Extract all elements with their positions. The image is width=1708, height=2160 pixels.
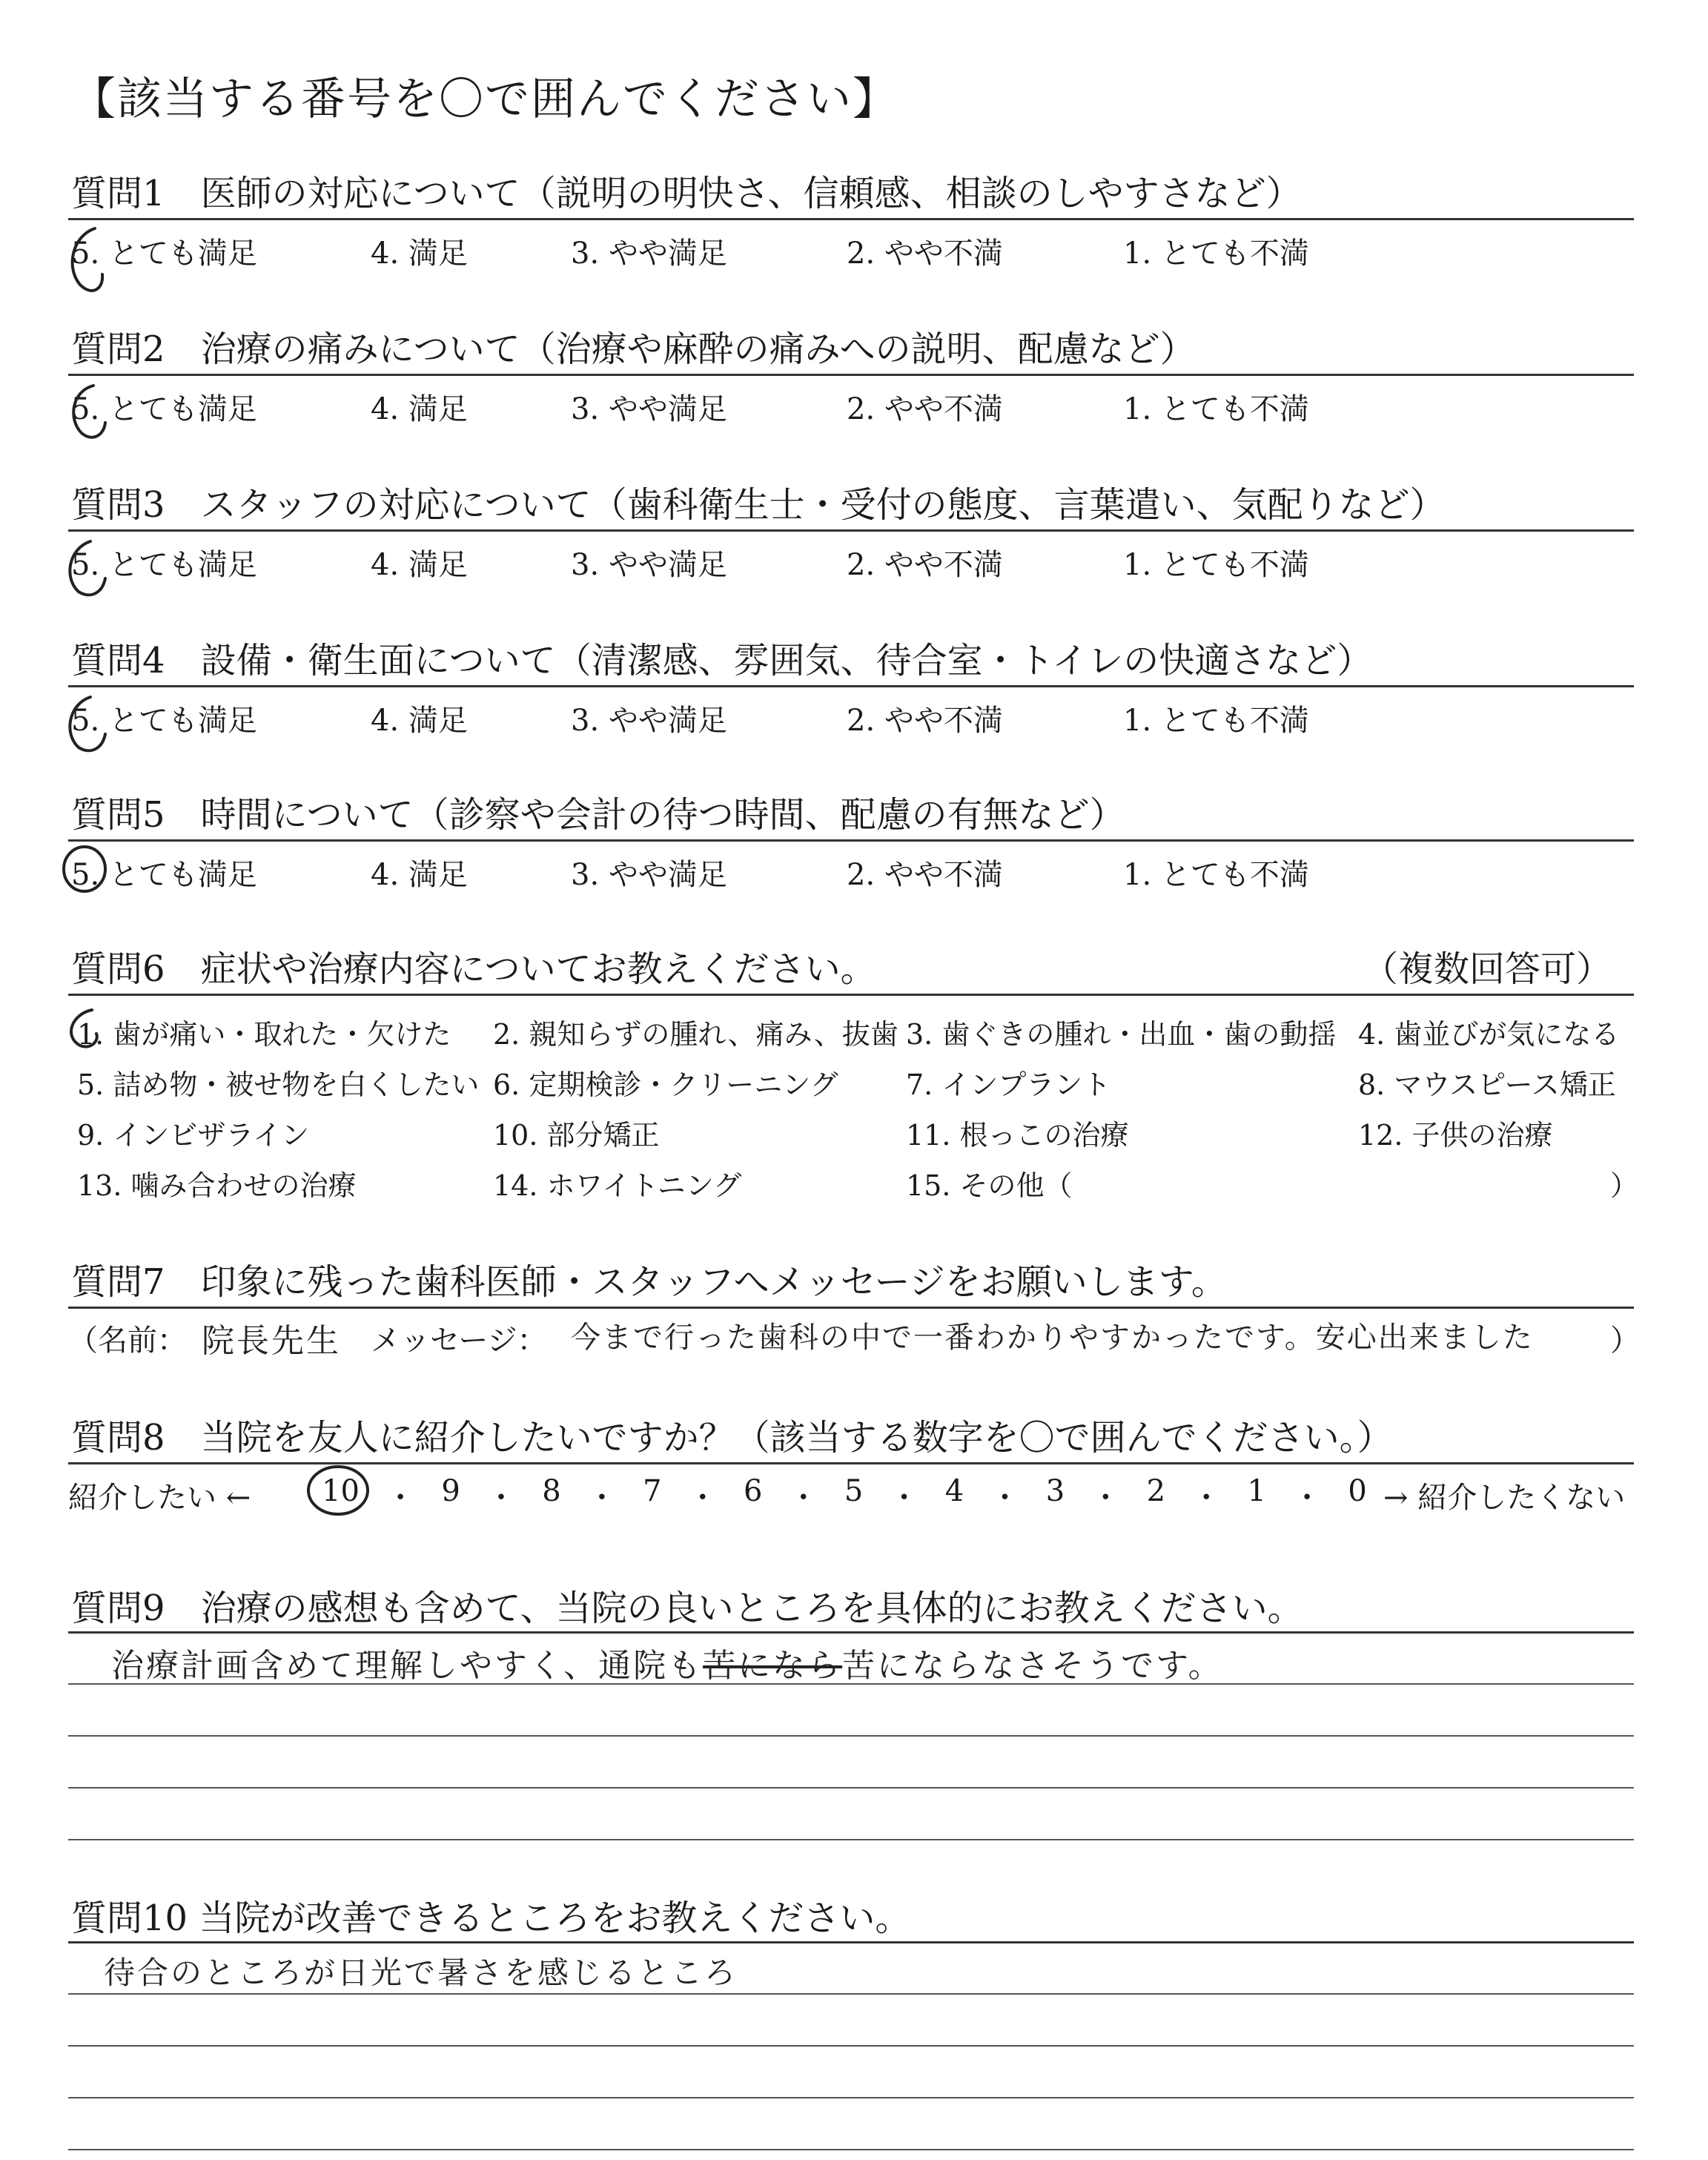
struck-text: 苦になら: [703, 1647, 843, 1685]
q1-option-2[interactable]: 2. やや不満: [847, 237, 1003, 271]
question-label: 質問6: [71, 948, 165, 990]
scale-8[interactable]: 8: [542, 1474, 561, 1508]
q6-other-close: ）: [1610, 1169, 1639, 1202]
q3-option-1[interactable]: 1. とても不満: [1123, 548, 1309, 582]
question-text: 当院を友人に紹介したいですか？（該当する数字を〇で囲んでください。）: [200, 1417, 1393, 1459]
question-label: 質問2: [71, 328, 165, 370]
question-label: 質問5: [71, 794, 165, 836]
question-label: 質問8: [71, 1417, 165, 1459]
q5-option-3[interactable]: 3. やや満足: [571, 858, 727, 892]
question-8: [71, 1409, 1393, 1460]
message-value[interactable]: 今まで行った歯科の中で一番わかりやすかったです。安心出来ました: [571, 1321, 1534, 1355]
question-text: 症状や治療内容についてお教えください。: [200, 948, 876, 990]
question-text: 印象に残った歯科医師・スタッフへメッセージをお願いします。: [200, 1261, 1227, 1303]
scale-dot: ・: [1090, 1481, 1121, 1515]
question-2: [71, 320, 1196, 371]
q2-option-2[interactable]: 2. やや不満: [847, 392, 1003, 426]
q5-option-1[interactable]: 1. とても不満: [1123, 858, 1309, 892]
q10-answer[interactable]: 待合のところが日光で暑さを感じるところ: [104, 1955, 738, 1991]
q5-option-5[interactable]: 5. とても満足: [71, 858, 257, 892]
q6-option-2[interactable]: 2. 親知らずの腫れ、痛み、抜歯: [493, 1018, 898, 1051]
q6-option-3[interactable]: 3. 歯ぐきの腫れ・出血・歯の動揺: [906, 1018, 1337, 1051]
scale-dot: ・: [1292, 1481, 1323, 1515]
divider: [68, 994, 1634, 996]
divider: [68, 1631, 1634, 1634]
scale-2[interactable]: 2: [1146, 1474, 1166, 1508]
question-text: 治療の感想も含めて、当院の良いところを具体的にお教えください。: [200, 1588, 1303, 1629]
scale-5[interactable]: 5: [844, 1474, 864, 1508]
scale-dot: ・: [486, 1481, 517, 1515]
page-title: 【該当する番号を〇で囲んでください】: [71, 73, 898, 125]
answer-line: [68, 1735, 1634, 1737]
message-label: メッセージ：: [371, 1324, 547, 1358]
recommend-left-label: 紹介したい ←: [68, 1481, 251, 1515]
q6-option-5[interactable]: 5. 詰め物・被せ物を白くしたい: [77, 1069, 480, 1101]
scale-dot: ・: [1191, 1481, 1222, 1515]
question-text: 当院が改善できるところをお教えください。: [199, 1898, 911, 1939]
q4-option-5[interactable]: 5. とても満足: [71, 704, 257, 738]
q2-option-1[interactable]: 1. とても不満: [1123, 392, 1309, 426]
q6-option-6[interactable]: 6. 定期検診・クリーニング: [493, 1069, 838, 1101]
question-7: [71, 1253, 1227, 1304]
scale-dot: ・: [990, 1481, 1020, 1515]
answer-text: 苦にならなさそうです。: [842, 1647, 1223, 1685]
question-text: 医師の対応について（説明の明快さ、信頼感、相談のしやすさなど）: [200, 173, 1302, 214]
q3-option-4[interactable]: 4. 満足: [371, 548, 468, 582]
answer-line: [68, 2045, 1634, 2047]
answer-line: [68, 2149, 1634, 2150]
divider: [68, 218, 1634, 220]
question-6: [71, 940, 876, 991]
divider: [68, 374, 1634, 376]
scale-dot: ・: [687, 1481, 718, 1515]
q6-option-13[interactable]: 13. 噛み合わせの治療: [77, 1169, 357, 1202]
q6-option-8[interactable]: 8. マウスピース矯正: [1358, 1069, 1616, 1101]
scale-6[interactable]: 6: [744, 1474, 763, 1508]
question-label: 質問7: [71, 1261, 165, 1303]
recommend-scale: [322, 1474, 1367, 1516]
answer-line: [68, 1787, 1634, 1789]
q1-option-3[interactable]: 3. やや満足: [571, 237, 727, 271]
answer-line: [68, 1993, 1634, 1995]
question-label: 質問4: [71, 640, 165, 681]
scale-dot: ・: [586, 1481, 617, 1515]
question-text: スタッフの対応について（歯科衛生士・受付の態度、言葉遣い、気配りなど）: [200, 484, 1446, 526]
scale-dot: ・: [889, 1481, 919, 1515]
q6-option-7[interactable]: 7. インプラント: [906, 1069, 1111, 1101]
recommend-right-label: → 紹介したくない: [1383, 1481, 1626, 1515]
answer-text: 治療計画含めて理解しやすく、通院も: [111, 1647, 704, 1685]
q6-option-4[interactable]: 4. 歯並びが気になる: [1358, 1018, 1620, 1051]
q2-option-5[interactable]: 5. とても満足: [71, 392, 257, 426]
scale-dot: ・: [385, 1481, 416, 1515]
name-label: （名前：: [68, 1324, 187, 1358]
divider: [68, 839, 1634, 842]
divider: [68, 1307, 1634, 1309]
q6-option-12[interactable]: 12. 子供の治療: [1358, 1119, 1553, 1152]
question-10: [71, 1889, 910, 1941]
question-label: 質問1: [71, 173, 165, 214]
question-3: [71, 476, 1446, 527]
answer-line: [68, 2097, 1634, 2098]
divider: [68, 1462, 1634, 1464]
divider: [68, 1941, 1634, 1943]
answer-line: [68, 1839, 1634, 1840]
question-text: 設備・衛生面について（清潔感、雰囲気、待合室・トイレの快適さなど）: [200, 640, 1373, 681]
q3-option-5[interactable]: 5. とても満足: [71, 548, 257, 582]
q6-option-1[interactable]: 1. 歯が痛い・取れた・欠けた: [77, 1018, 451, 1051]
scale-7[interactable]: 7: [643, 1474, 662, 1508]
question-label: 質問9: [71, 1588, 165, 1629]
scale-1[interactable]: 1: [1247, 1474, 1266, 1508]
q3-option-2[interactable]: 2. やや不満: [847, 548, 1003, 582]
scale-9[interactable]: 9: [441, 1474, 460, 1508]
q6-option-14[interactable]: 14. ホワイトニング: [493, 1169, 742, 1202]
q6-option-11[interactable]: 11. 根っこの治療: [906, 1119, 1129, 1152]
q1-option-1[interactable]: 1. とても不満: [1123, 237, 1309, 271]
multiple-answers-note: （複数回答可）: [1363, 948, 1612, 990]
q6-option-10[interactable]: 10. 部分矯正: [493, 1119, 660, 1152]
divider: [68, 685, 1634, 687]
q1-option-4[interactable]: 4. 満足: [371, 237, 468, 271]
answer-line: [68, 1683, 1634, 1685]
q4-option-3[interactable]: 3. やや満足: [571, 704, 727, 738]
question-label: 質問3: [71, 484, 165, 526]
question-text: 治療の痛みについて（治療や麻酔の痛みへの説明、配慮など）: [200, 328, 1196, 370]
q3-option-3[interactable]: 3. やや満足: [571, 548, 727, 582]
question-label: 質問10: [71, 1898, 188, 1939]
scale-10[interactable]: 10: [322, 1474, 360, 1508]
message-close: ）: [1610, 1324, 1640, 1358]
q6-option-15[interactable]: 15. その他（: [906, 1169, 1073, 1202]
scale-0[interactable]: 0: [1348, 1474, 1367, 1508]
scale-dot: ・: [788, 1481, 818, 1515]
question-5: [71, 786, 1125, 837]
q4-option-1[interactable]: 1. とても不満: [1123, 704, 1309, 738]
q9-answer[interactable]: [111, 1639, 1223, 1686]
question-4: [71, 632, 1372, 683]
divider: [68, 529, 1634, 532]
q1-option-5[interactable]: 5. とても満足: [71, 237, 257, 271]
question-text: 時間について（診察や会計の待つ時間、配慮の有無など）: [200, 794, 1125, 836]
q4-option-2[interactable]: 2. やや不満: [847, 704, 1003, 738]
question-1: [71, 165, 1302, 216]
q5-option-4[interactable]: 4. 満足: [371, 858, 468, 892]
q5-option-2[interactable]: 2. やや不満: [847, 858, 1003, 892]
q2-option-3[interactable]: 3. やや満足: [571, 392, 727, 426]
question-9: [71, 1579, 1303, 1631]
q4-option-4[interactable]: 4. 満足: [371, 704, 468, 738]
q6-option-9[interactable]: 9. インビザライン: [77, 1119, 310, 1152]
name-value[interactable]: 院長先生: [202, 1322, 341, 1360]
scale-4[interactable]: 4: [944, 1474, 964, 1508]
q2-option-4[interactable]: 4. 満足: [371, 392, 468, 426]
scale-3[interactable]: 3: [1045, 1474, 1065, 1508]
